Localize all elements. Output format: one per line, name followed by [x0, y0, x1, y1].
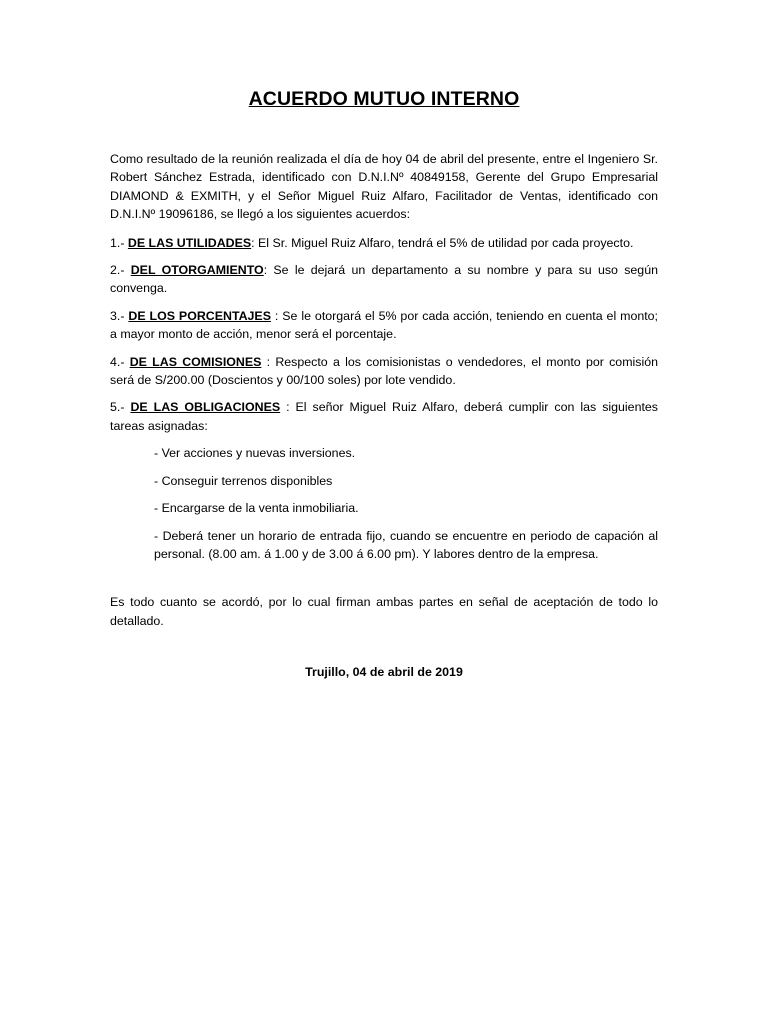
clause-text: Se le dejará un departamento a su nombre y para su uso según convenga.: [110, 263, 658, 296]
intro-paragraph: Como resultado de la reunión realizada el día de hoy 04 de abril del presente, entre el Ingeniero Sr. Robert Sánchez Estrada, identificado con D.N.I.Nº 40849158, Gerente del Grupo Empresarial DIAMOND & EXMITH, y el Señor Miguel Ruiz Alfaro, Facilitador de Ventas, identificado con D.N.I.Nº 19096186, se llegó a los siguientes acuerdos:: [110, 152, 658, 222]
clause-text: Respecto a los comisionistas o vendedores, el monto por comisión será de S/200.00 (Doscientos y 00/100 soles) por lote vendido.: [110, 354, 659, 388]
clause-separator: :: [251, 235, 259, 250]
clause-number: 4.-: [110, 354, 130, 369]
clause-porcentajes: [110, 307, 658, 344]
clause-heading: DE LAS COMISIONES: [129, 354, 262, 369]
clause-separator: :: [280, 400, 296, 415]
clause-heading: DE LAS OBLIGACIONES: [130, 400, 281, 415]
document-body: [110, 150, 658, 630]
task-item: - Encargarse de la venta inmobiliaria.: [154, 501, 359, 516]
clause-separator: :: [270, 308, 283, 323]
clause-number: 1.-: [110, 235, 128, 250]
clause-number: 2.-: [110, 263, 131, 278]
document-title: ACUERDO MUTUO INTERNO: [248, 88, 520, 110]
clause-heading: DE LOS PORCENTAJES: [128, 308, 271, 323]
clause-text: El señor Miguel Ruiz Alfaro, deberá cumplir con las siguientes tareas asignadas:: [110, 400, 658, 433]
task-item: - Ver acciones y nuevas inversiones.: [154, 446, 356, 461]
clause-heading: DEL OTORGAMIENTO: [130, 263, 264, 278]
clause-separator: :: [261, 354, 276, 369]
task-list: [110, 444, 658, 563]
clause-separator: :: [263, 263, 274, 278]
clause-otorgamiento: [110, 261, 658, 298]
closing-paragraph: Es todo cuanto se acordó, por lo cual firman ambas partes en señal de aceptación de todo lo detallado.: [110, 595, 658, 628]
clause-text: Se le otorgará el 5% por cada acción, teniendo en cuenta el monto; a mayor monto de acción, menor será el porcentaje.: [110, 308, 659, 342]
place-date-signoff: Trujillo, 04 de abril de 2019: [305, 665, 463, 679]
task-item: - Conseguir terrenos disponibles: [154, 473, 333, 488]
clause-comisiones: [110, 353, 658, 390]
clause-text: El Sr. Miguel Ruiz Alfaro, tendrá el 5% de utilidad por cada proyecto.: [258, 235, 634, 250]
clause-number: 3.-: [110, 308, 129, 323]
clause-number: 5.-: [110, 400, 131, 415]
clause-utilidades: [110, 234, 658, 252]
clause-obligaciones: [110, 398, 658, 435]
task-item: - Deberá tener un horario de entrada fijo, cuando se encuentre en periodo de capación al personal. (8.00 am. á 1.00 y de 3.00 á 6.00 pm). Y labores dentro de la empresa.: [154, 528, 658, 561]
clause-heading: DE LAS UTILIDADES: [127, 235, 252, 250]
